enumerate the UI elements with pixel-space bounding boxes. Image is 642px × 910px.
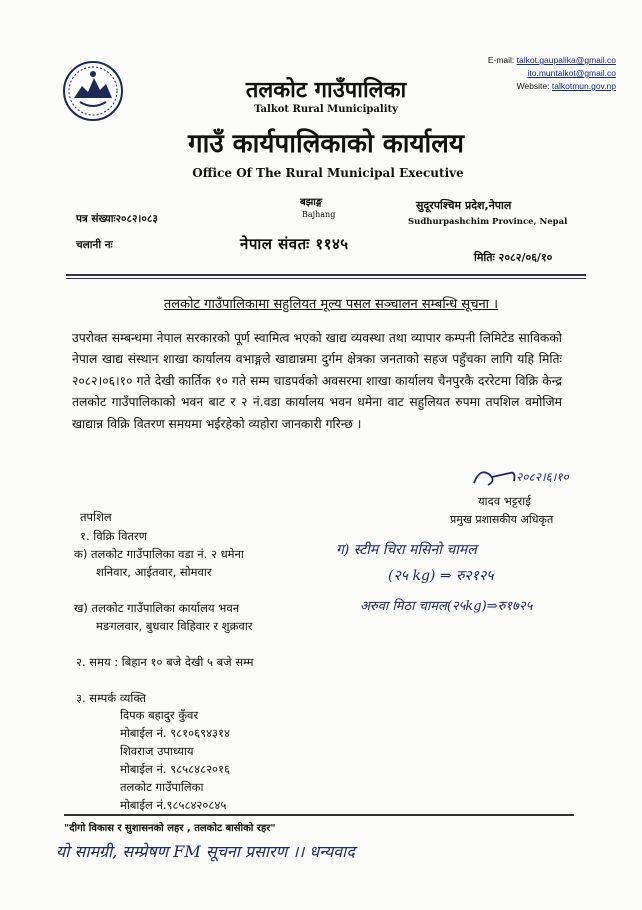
contact-heading: ३. सम्पर्क व्यक्ति: [76, 691, 147, 705]
notice-subject: तलकोट गाउँपालिकामा सहुलियत मूल्य पसल सञ्चालन सम्बन्धि सूचना ।: [163, 297, 499, 312]
letter-number: पत्र संख्याः२०८२।०८३: [76, 213, 158, 225]
handwritten-note-1a: ग) स्टीम चिरा मसिनो चामल: [336, 542, 477, 558]
municipality-name-np: तलकोट गाउँपालिका: [245, 78, 407, 103]
district-np: बझाङ्ग: [300, 197, 323, 208]
signature-date: २०८२।६।१०: [516, 470, 569, 484]
footer-slogan: "दीगो विकास र सुशासनको लहर , तलकोट बासीको रहर": [64, 823, 276, 834]
contact-line: शिवराज उपाध्याय: [120, 744, 194, 758]
dispatch-number: चलानी नः: [76, 239, 113, 251]
distribution-heading: १. विक्रि वितरण: [80, 529, 148, 543]
office-name-np: गाउँ कार्यपालिकाको कार्यालय: [188, 129, 464, 159]
letter-date: मितिः २०८२/०६/१०: [474, 251, 553, 264]
website-link[interactable]: talkotmun.gov.np: [551, 81, 616, 91]
contact-line: तलकोट गाउँपालिका: [120, 780, 204, 794]
location-b-line2: मङगलवार, बुधवार विहिवार र शुक्रवार: [96, 619, 253, 633]
province-np: सुदूरपश्चिम प्रदेश,नेपाल: [416, 199, 512, 212]
district-en: Bajhang: [302, 210, 336, 219]
contact-line: दिपक बहादुर कुँवर: [120, 708, 199, 722]
contact-block: E-mail: talkot.gaupalika@gmail.co ito.muntalkot@gmail.co Website: talkotmun.gov.np: [487, 55, 616, 91]
nepal-samvat: नेपाल संवतः ११४५: [240, 235, 349, 253]
location-a-line1: क) तलकोट गाउँपालिका वडा नं. २ धमेना: [74, 547, 244, 561]
header-divider-thin: [66, 278, 586, 279]
contact-line: मोबाईल नं. ९८१०६९४३१४: [120, 726, 230, 740]
signatory-name: यादव भट्टराई: [478, 494, 531, 508]
handwritten-note-1b: (२५ kg) ⇒ रु२१२५: [388, 568, 494, 584]
email-link-1[interactable]: talkot.gaupalika@gmail.co: [516, 55, 616, 65]
handwritten-note-2: अरुवा मिठा चामल(२५kg)⇒रु१७२५: [360, 599, 533, 614]
notice-body: उपरोक्त सम्बन्धमा नेपाल सरकारको पूर्ण स्वामित्व भएको खाद्य व्यवस्था तथा व्यापार कम्पनी लिमिटेड साविकको नेपाल खाद्य संस्थान शाखा कार्यालय वभाङ्गले खाद्यान्नमा दुर्गम क्षेत्रका जनताको सहज पहुँचका लागि यहि मितिः २०८२।०६।१० गते देखी कार्तिक १० गते सम्म चाडपर्वको अवसरमा शाखा कार्यालय चैनपुरकै दररेटमा विक्रि केन्द्र तलकोट गाउँपालिकाको भवन बाट र २ नं.वडा कार्यालय भवन धमेना वाट सहुलियत रुपमा तपशिल वमोजिम खाद्यान्न विक्रि वितरण समयमा भईरहेको व्यहोरा जानकारी गरिन्छ ।: [72, 331, 562, 431]
municipality-name-en: Talkot Rural Municipality: [254, 104, 398, 115]
email-link-2[interactable]: ito.muntalkot@gmail.co: [527, 68, 616, 78]
signatory-title: प्रमुख प्रशासकीय अधिकृत: [450, 513, 554, 526]
time-line: २. समय : बिहान १० बजे देखी ५ बजे सम्म: [76, 655, 254, 669]
location-b-line1: ख) तलकोट गाउँपालिका कार्यालय भवन: [74, 601, 240, 615]
contact-line: मोबाईल नं.९८५८४२०८४५: [120, 798, 227, 812]
location-a-line2: शनिवार, आईतवार, सोमवार: [96, 565, 212, 579]
province-en: Sudhurpashchim Province, Nepal: [408, 217, 568, 227]
tapsil-heading: तपशिल: [80, 510, 112, 524]
header-divider: [66, 274, 586, 276]
handwritten-footer: यो सामग्री, सम्प्रेषण FM सूचना प्रसारण ।। धन्यवाद: [56, 842, 355, 861]
office-name-en: Office Of The Rural Municipal Executive: [192, 166, 464, 180]
contact-line: मोबाईल नं. ९८५८४८२०१६: [120, 762, 230, 776]
footer-divider: [64, 814, 574, 816]
